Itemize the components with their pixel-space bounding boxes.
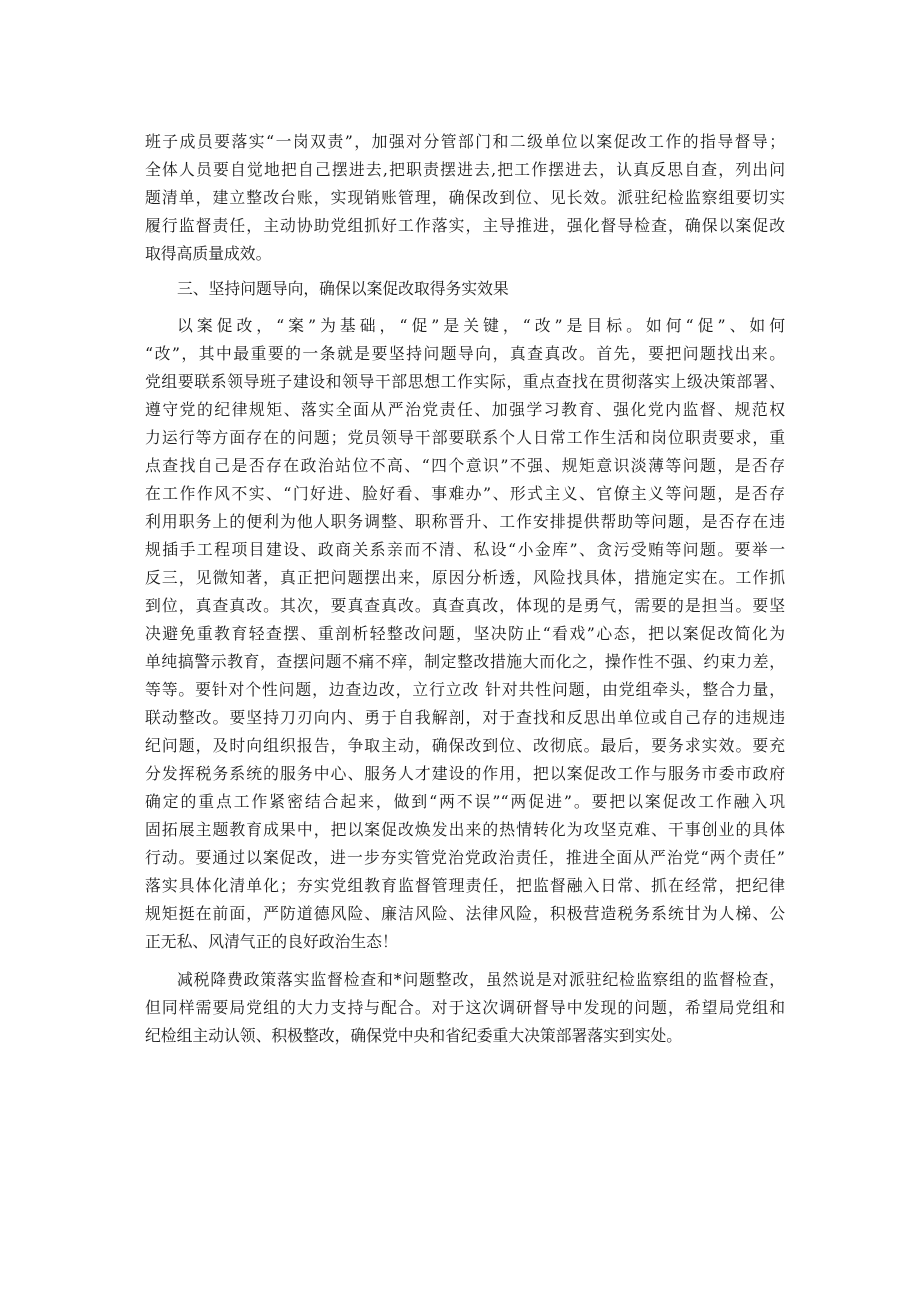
paragraph-2-line: 等等。要针对个性问题，边查边改，立行立改 针对共性问题，由党组牵头，整合力量， (145, 680, 785, 699)
paragraph-2-line: 到位，真查真改。其次，要真查真改。真查真改，体现的是勇气，需要的是担当。要坚 (145, 596, 785, 615)
paragraph-1-line: 班子成员要落实“一岗双责”，加强对分管部门和二级单位以案促改工作的指导督导； (145, 132, 785, 151)
paragraph-2-line: 分发挥税务系统的服务中心、服务人才建设的作用，把以案促改工作与服务市委市政府 (145, 764, 785, 783)
paragraph-1-line: 全体人员要自觉地把自己摆进去,把职责摆进去,把工作摆进去，认真反思自查，列出问 (145, 160, 785, 179)
paragraph-3-line: 但同样需要局党组的大力支持与配合。对于这次调研督导中发现的问题，希望局党组和 (145, 998, 785, 1017)
paragraph-2-line: 力运行等方面存在的问题；党员领导干部要联系个人日常工作生活和岗位职责要求，重 (145, 428, 785, 447)
paragraph-2-line: 决避免重教育轻查摆、重剖析轻整改问题，坚决防止“看戏”心态，把以案促改简化为 (145, 624, 785, 643)
paragraph-1-line: 取得高质量成效。 (145, 244, 272, 263)
paragraph-2-line: 纪问题，及时向组织报告，争取主动，确保改到位、改彻底。最后，要务求实效。要充 (145, 736, 785, 755)
paragraph-2-line: 反三，见微知著，真正把问题摆出来，原因分析透，风险找具体，措施定实在。工作抓 (145, 568, 785, 587)
paragraph-2-line: 点查找自己是否存在政治站位不高、“四个意识”不强、规矩意识淡薄等问题，是否存 (145, 456, 785, 475)
paragraph-2-line: 党组要联系领导班子建设和领导干部思想工作实际，重点查找在贯彻落实上级决策部署、 (145, 372, 785, 391)
paragraph-1-line: 题清单，建立整改台账，实现销账管理，确保改到位、见长效。派驻纪检监察组要切实 (145, 188, 785, 207)
paragraph-2-line: 正无私、风清气正的良好政治生态！ (145, 932, 398, 951)
paragraph-2-line: 在工作作风不实、“门好进、脸好看、事难办”、形式主义、官僚主义等问题，是否存 (145, 484, 785, 503)
paragraph-2-line: 固拓展主题教育成果中，把以案促改焕发出来的热情转化为攻坚克难、干事创业的具体 (145, 820, 785, 839)
paragraph-2-line: “改”，其中最重要的一条就是要坚持问题导向，真查真改。首先，要把问题找出来。 (145, 344, 785, 363)
section-heading: 三、坚持问题导向，确保以案促改取得务实效果 (177, 279, 509, 298)
paragraph-2-line: 遵守党的纪律规矩、落实全面从严治党责任、加强学习教育、强化党内监督、规范权 (145, 400, 785, 419)
paragraph-2-line: 规插手工程项目建设、政商关系亲而不清、私设“小金库”、贪污受贿等问题。要举一 (145, 540, 785, 559)
paragraph-2-line: 联动整改。要坚持刀刃向内、勇于自我解剖，对于查找和反思出单位或自己存的违规违 (145, 708, 785, 727)
paragraph-2-line: 规矩挺在前面，严防道德风险、廉洁风险、法律风险，积极营造税务系统甘为人梯、公 (145, 904, 785, 923)
paragraph-2-line: 确定的重点工作紧密结合起来，做到“两不误”“两促进”。要把以案促改工作融入巩 (145, 792, 785, 811)
paragraph-2-line: 以案促改，“案”为基础，“促”是关键，“改”是目标。如何“促”、如何 (177, 316, 785, 335)
paragraph-3-line: 纪检组主动认领、积极整改，确保党中央和省纪委重大决策部署落实到实处。 (145, 1026, 683, 1045)
paragraph-2-line: 单纯搞警示教育，查摆问题不痛不痒，制定整改措施大而化之，操作性不强、约束力差， (145, 652, 785, 671)
paragraph-2-line: 行动。要通过以案促改，进一步夯实管党治党政治责任，推进全面从严治党“两个责任” (145, 848, 785, 867)
paragraph-3-line: 减税降费政策落实监督检查和*问题整改，虽然说是对派驻纪检监察组的监督检查， (177, 970, 785, 989)
paragraph-2-line: 落实具体化清单化；夯实党组教育监督管理责任，把监督融入日常、抓在经常，把纪律 (145, 876, 785, 895)
paragraph-2-line: 利用职务上的便利为他人职务调整、职称晋升、工作安排提供帮助等问题，是否存在违 (145, 512, 785, 531)
paragraph-1-line: 履行监督责任，主动协助党组抓好工作落实，主导推进，强化督导检查，确保以案促改 (145, 216, 785, 235)
